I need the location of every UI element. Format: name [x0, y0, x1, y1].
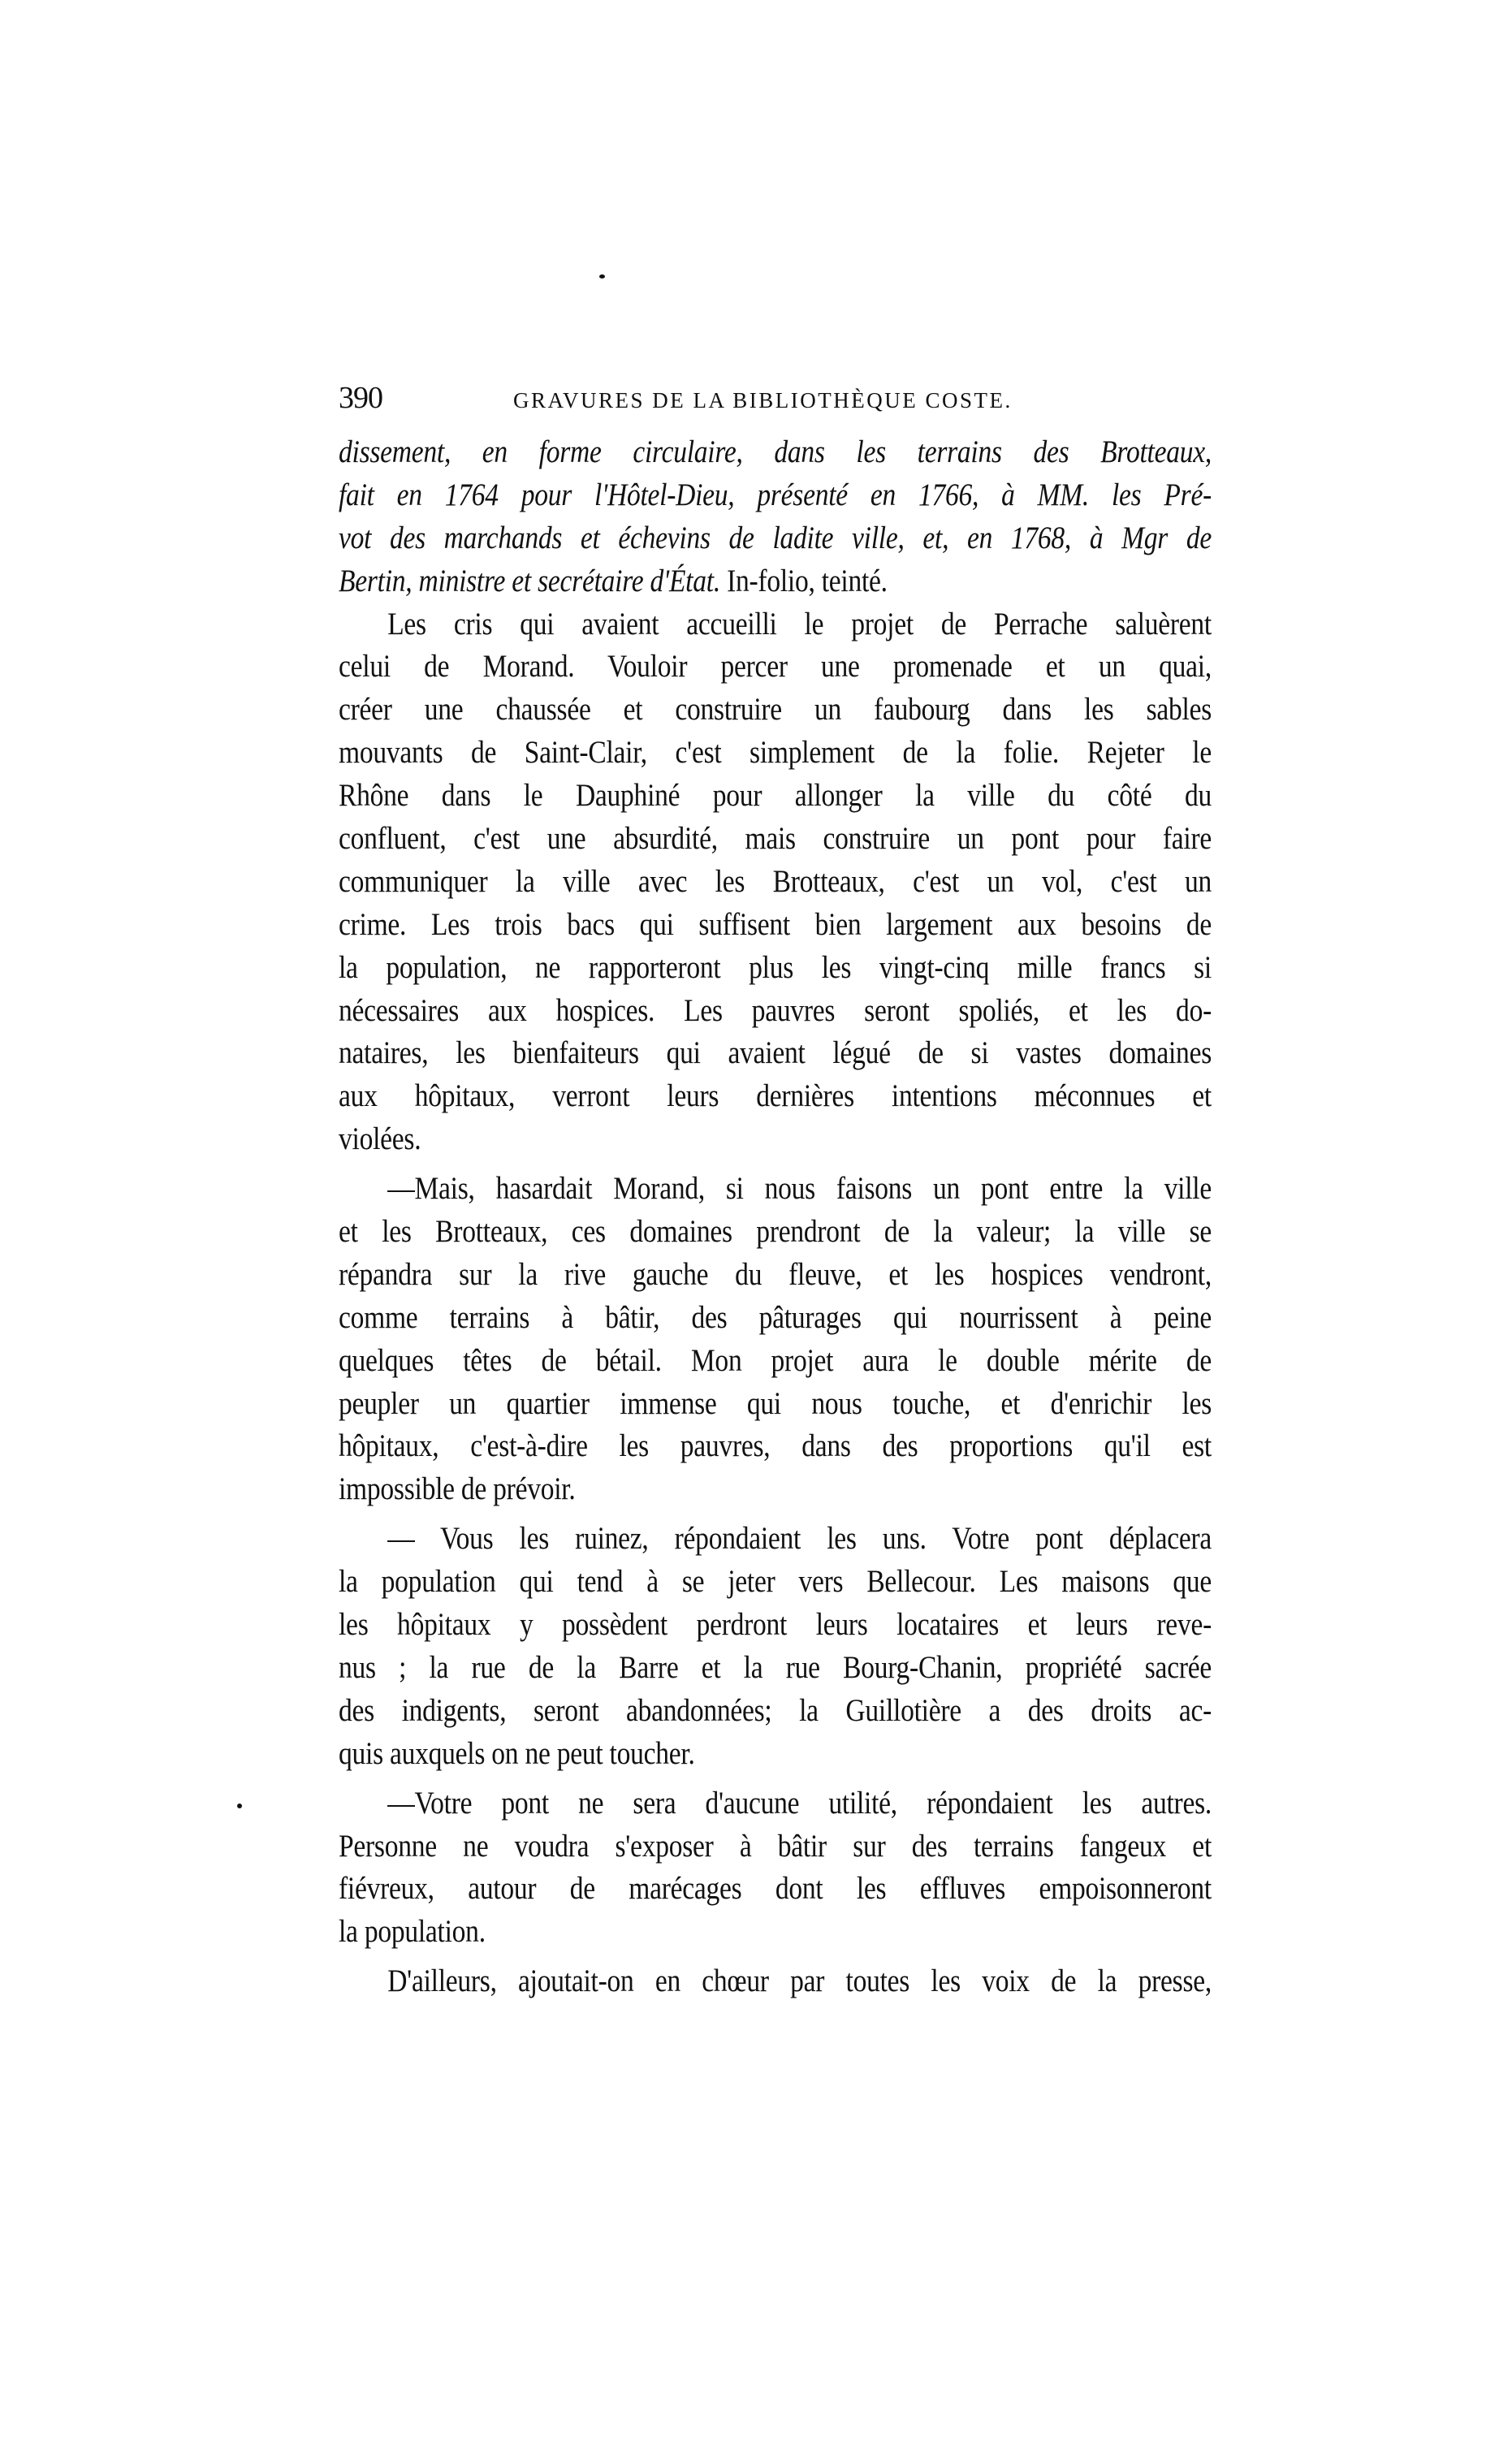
text-line: nus ; la rue de la Barre et la rue Bourg-Chanin, propriété sacrée: [339, 1649, 1212, 1685]
text-line: dissement, en forme circulaire, dans les terrains des Brotteaux,: [339, 434, 1212, 469]
text-line: peupler un quartier immense qui nous touche, et d'enrichir les: [339, 1385, 1212, 1421]
print-speck: [599, 274, 605, 279]
running-head: [339, 382, 1212, 414]
text-line: les hôpitaux y possèdent perdront leurs locataires et leurs reve-: [339, 1607, 1212, 1643]
citation-italic: Bertin, ministre et secrétaire d'État.: [339, 563, 720, 598]
text-line: communiquer la ville avec les Brotteaux, c'est un vol, c'est un: [339, 863, 1212, 899]
text-line: répandra sur la rive gauche du fleuve, et les hospices vendront,: [339, 1256, 1212, 1292]
text-line: mouvants de Saint-Clair, c'est simplement de la folie. Rejeter le: [339, 735, 1212, 771]
print-speck: [237, 1804, 242, 1808]
text-line: aux hôpitaux, verront leurs dernières intentions méconnues et: [339, 1078, 1212, 1114]
text-line: fiévreux, autour de marécages dont les effluves empoisonneront: [339, 1871, 1212, 1907]
text-line: confluent, c'est une absurdité, mais construire un pont pour faire: [339, 821, 1212, 857]
text-line: quis auxquels on ne peut toucher.: [339, 1735, 695, 1771]
text-line: la population qui tend à se jeter vers Bellecour. Les maisons que: [339, 1564, 1212, 1600]
text-line: crime. Les trois bacs qui suffisent bien largement aux besoins de: [339, 906, 1212, 942]
text-line: hôpitaux, c'est-à-dire les pauvres, dans des proportions qu'il est: [339, 1428, 1212, 1464]
text-line: celui de Morand. Vouloir percer une promenade et un quai,: [339, 649, 1212, 685]
text-line: fait en 1764 pour l'Hôtel-Dieu, présenté en 1766, à MM. les Pré-: [339, 477, 1212, 512]
running-head-title: GRAVURES DE LA BIBLIOTHÈQUE COSTE.: [513, 388, 1013, 413]
text-line: créer une chaussée et construire un faubourg dans les sables: [339, 692, 1212, 728]
text-line: Personne ne voudra s'exposer à bâtir sur des terrains fangeux et: [339, 1828, 1212, 1864]
text-line: comme terrains à bâtir, des pâturages qui nourrissent à peine: [339, 1299, 1212, 1335]
body-text: [339, 431, 1212, 2003]
paragraph-start: — Vous les ruinez, répondaient les uns. Votre pont déplacera: [387, 1521, 1212, 1557]
text-line: violées.: [339, 1121, 421, 1157]
paragraph-start: Les cris qui avaient accueilli le projet de Perrache saluèrent: [387, 606, 1212, 641]
paragraph-start: D'ailleurs, ajoutait-on en chœur par toutes les voix de la presse,: [387, 1963, 1212, 1999]
text-line: la population.: [339, 1914, 486, 1950]
text-line: vot des marchands et échevins de ladite ville, et, en 1768, à Mgr de: [339, 520, 1212, 555]
page-number: 390: [339, 381, 382, 415]
text-line: Rhône dans le Dauphiné pour allonger la ville du côté du: [339, 778, 1212, 814]
paragraph-start: —Mais, hasardait Morand, si nous faisons un pont entre la ville: [387, 1171, 1212, 1207]
text-line: des indigents, seront abandonnées; la Guillotière a des droits ac-: [339, 1692, 1212, 1728]
citation-format: In-folio, teinté.: [719, 563, 888, 598]
paragraph-start: —Votre pont ne sera d'aucune utilité, répondaient les autres.: [387, 1785, 1212, 1821]
text-line: nécessaires aux hospices. Les pauvres seront spoliés, et les do-: [339, 992, 1212, 1028]
text-line: la population, ne rapporteront plus les vingt-cinq mille francs si: [339, 949, 1212, 985]
text-line: [339, 560, 1212, 603]
text-line: impossible de prévoir.: [339, 1471, 576, 1507]
text-line: et les Brotteaux, ces domaines prendront de la valeur; la ville se: [339, 1214, 1212, 1250]
text-line: nataires, les bienfaiteurs qui avaient légué de si vastes domaines: [339, 1035, 1212, 1071]
text-line: quelques têtes de bétail. Mon projet aura le double mérite de: [339, 1342, 1212, 1378]
